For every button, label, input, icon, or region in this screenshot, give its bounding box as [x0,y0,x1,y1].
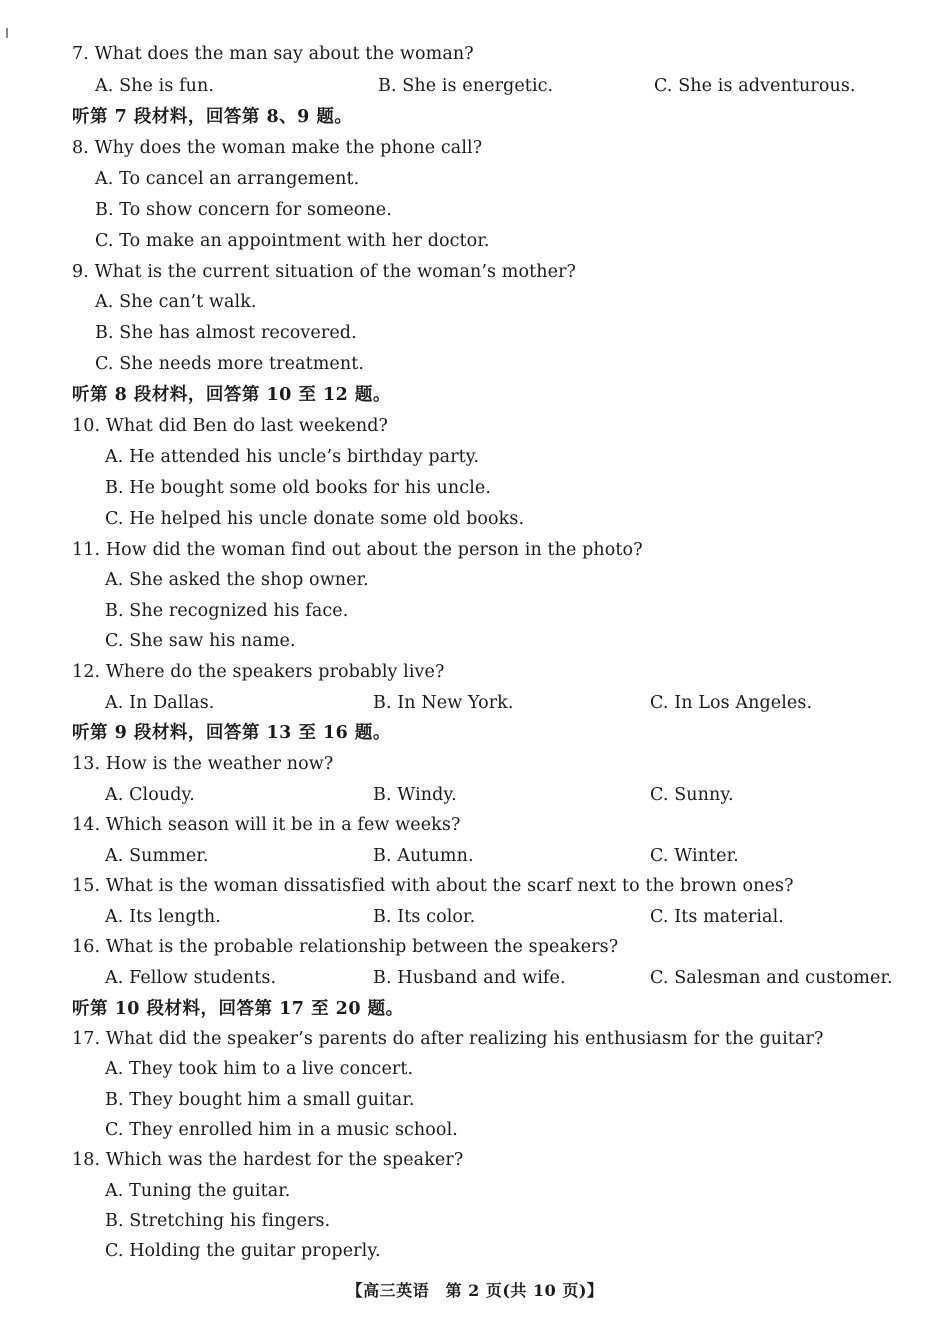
option-17c: C. They enrolled him in a music school. [105,1120,458,1140]
option-10b: B. He bought some old books for his uncle. [105,478,492,498]
section-heading-9: 听第 9 段材料，回答第 13 至 16 题。 [72,723,391,743]
option-12c: C. In Los Angeles. [650,693,813,713]
option-14c: C. Winter. [650,846,739,866]
page-footer: 【高三英语 第 2 页(共 10 页)】 [346,1281,604,1300]
question-16: 16. What is the probable relationship between the speakers? [72,937,619,957]
option-7b: B. She is energetic. [378,76,554,96]
question-18: 18. Which was the hardest for the speaker? [72,1150,464,1170]
option-18a: A. Tuning the guitar. [105,1181,291,1201]
option-11c: C. She saw his name. [105,631,296,651]
option-10c: C. He helped his uncle donate some old books. [105,509,525,529]
section-heading-10: 听第 10 段材料，回答第 17 至 20 题。 [72,999,404,1019]
question-13: 13. How is the weather now? [72,754,334,774]
option-8b: B. To show concern for someone. [95,200,392,220]
question-14: 14. Which season will it be in a few weeks? [72,815,461,835]
option-8c: C. To make an appointment with her doctor. [95,231,490,251]
option-9c: C. She needs more treatment. [95,354,365,374]
option-13b: B. Windy. [373,785,457,805]
option-7c: C. She is adventurous. [654,76,856,96]
option-11b: B. She recognized his face. [105,601,349,621]
option-9a: A. She can’t walk. [95,292,257,312]
option-13a: A. Cloudy. [105,785,195,805]
option-15c: C. Its material. [650,907,784,927]
question-11: 11. How did the woman find out about the person in the photo? [72,540,643,560]
option-7a: A. She is fun. [95,76,215,96]
option-16a: A. Fellow students. [105,968,277,988]
question-10: 10. What did Ben do last weekend? [72,416,389,436]
option-17a: A. They took him to a live concert. [105,1059,414,1079]
option-15a: A. Its length. [105,907,221,927]
option-10a: A. He attended his uncle’s birthday party. [105,447,480,467]
option-18b: B. Stretching his fingers. [105,1211,331,1231]
question-9: 9. What is the current situation of the woman’s mother? [72,262,577,282]
section-heading-7: 听第 7 段材料，回答第 8、9 题。 [72,107,353,127]
option-11a: A. She asked the shop owner. [105,570,369,590]
scan-mark [6,28,8,38]
option-17b: B. They bought him a small guitar. [105,1090,415,1110]
option-9b: B. She has almost recovered. [95,323,357,343]
option-14b: B. Autumn. [373,846,474,866]
question-17: 17. What did the speaker’s parents do after realizing his enthusiasm for the guitar? [72,1029,824,1049]
option-8a: A. To cancel an arrangement. [95,169,360,189]
option-12b: B. In New York. [373,693,514,713]
question-7: 7. What does the man say about the woman? [72,44,474,64]
question-8: 8. Why does the woman make the phone call? [72,138,483,158]
option-16b: B. Husband and wife. [373,968,566,988]
option-15b: B. Its color. [373,907,476,927]
question-15: 15. What is the woman dissatisfied with about the scarf next to the brown ones? [72,876,794,896]
option-18c: C. Holding the guitar properly. [105,1241,381,1261]
option-13c: C. Sunny. [650,785,734,805]
section-heading-8: 听第 8 段材料，回答第 10 至 12 题。 [72,385,391,405]
question-12: 12. Where do the speakers probably live? [72,662,445,682]
option-16c: C. Salesman and customer. [650,968,893,988]
option-14a: A. Summer. [105,846,209,866]
option-12a: A. In Dallas. [105,693,215,713]
